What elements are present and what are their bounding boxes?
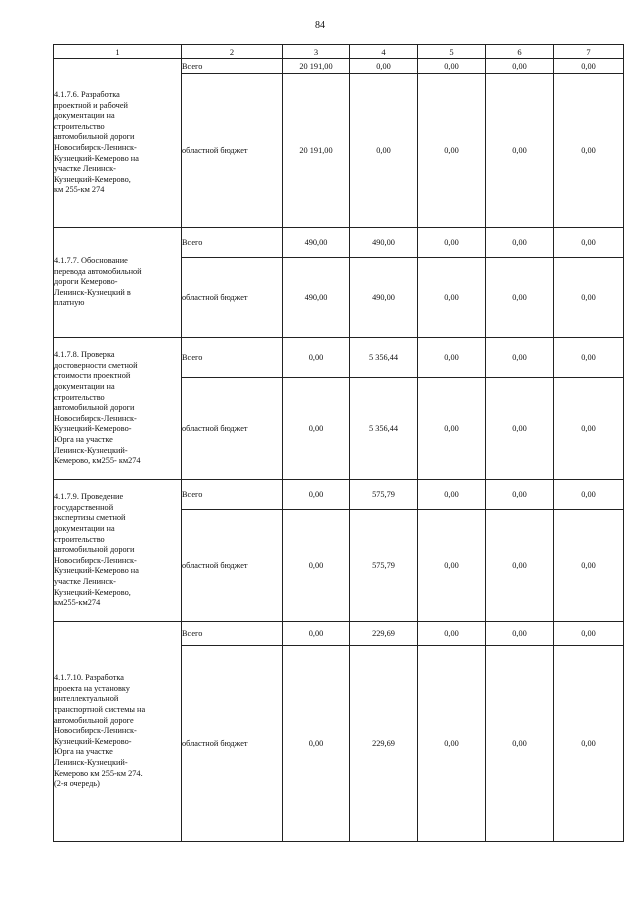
- funding-source: областной бюджет: [182, 258, 283, 338]
- column-header: 5: [418, 45, 486, 59]
- value-cell: 0,00: [486, 622, 554, 646]
- value-cell: 0,00: [283, 378, 350, 480]
- column-header: 2: [182, 45, 283, 59]
- funding-source: областной бюджет: [182, 74, 283, 228]
- item-name: 4.1.7.8. Проверка достоверности сметной стоимости проектной документации на строительство автомобильной дороги Новосибирск-Ленинск- Кузнецкий-Кемерово- Юрга на участке Ленинск-Кузнецкий- Кемерово, км255- км274: [54, 338, 182, 480]
- table-row: [54, 59, 624, 74]
- value-cell: 0,00: [554, 59, 624, 74]
- value-cell: 229,69: [350, 622, 418, 646]
- value-cell: 0,00: [283, 510, 350, 622]
- column-header: 7: [554, 45, 624, 59]
- value-cell: 0,00: [283, 646, 350, 842]
- value-cell: 0,00: [418, 480, 486, 510]
- value-cell: 575,79: [350, 510, 418, 622]
- value-cell: 490,00: [283, 258, 350, 338]
- value-cell: 0,00: [486, 59, 554, 74]
- value-cell: 0,00: [418, 646, 486, 842]
- value-cell: 0,00: [554, 646, 624, 842]
- table-row: [54, 228, 624, 258]
- value-cell: 0,00: [486, 510, 554, 622]
- funding-source: Всего: [182, 228, 283, 258]
- value-cell: 20 191,00: [283, 74, 350, 228]
- value-cell: 5 356,44: [350, 378, 418, 480]
- value-cell: 0,00: [486, 646, 554, 842]
- value-cell: 0,00: [554, 622, 624, 646]
- column-header: 1: [54, 45, 182, 59]
- column-header: 6: [486, 45, 554, 59]
- header-row: [54, 45, 624, 59]
- item-name: 4.1.7.7. Обоснование перевода автомобильной дороги Кемерово- Ленинск-Кузнецкий в платную: [54, 228, 182, 338]
- value-cell: 0,00: [486, 378, 554, 480]
- value-cell: 0,00: [418, 378, 486, 480]
- value-cell: 0,00: [554, 338, 624, 378]
- value-cell: 5 356,44: [350, 338, 418, 378]
- value-cell: 0,00: [283, 338, 350, 378]
- value-cell: 0,00: [350, 74, 418, 228]
- value-cell: 229,69: [350, 646, 418, 842]
- value-cell: 490,00: [283, 228, 350, 258]
- value-cell: 0,00: [554, 258, 624, 338]
- funding-source: Всего: [182, 338, 283, 378]
- value-cell: 0,00: [418, 59, 486, 74]
- funding-source: областной бюджет: [182, 510, 283, 622]
- item-name: 4.1.7.10. Разработка проекта на установку интеллектуальной транспортной системы на автомобильной дороге Новосибирск-Ленинск- Кузнецкий-Кемерово- Юрга на участке Ленинск-Кузнецкий- Кемерово км 255-км 274. (2-я очередь): [54, 622, 182, 842]
- funding-source: областной бюджет: [182, 646, 283, 842]
- value-cell: 0,00: [486, 228, 554, 258]
- value-cell: 0,00: [283, 622, 350, 646]
- funding-source: Всего: [182, 622, 283, 646]
- item-name: 4.1.7.9. Проведение государственной экспертизы сметной документации на строительство автомобильной дороги Новосибирск-Ленинск- Кузнецкий-Кемерово на участке Ленинск- Кузнецкий-Кемерово, км255-км274: [54, 480, 182, 622]
- table-row: [54, 622, 624, 646]
- value-cell: 0,00: [554, 510, 624, 622]
- value-cell: 0,00: [554, 74, 624, 228]
- page-number: 84: [315, 20, 325, 31]
- column-header: 4: [350, 45, 418, 59]
- value-cell: 0,00: [283, 480, 350, 510]
- budget-table: [53, 44, 624, 842]
- table-row: [54, 338, 624, 378]
- value-cell: 490,00: [350, 258, 418, 338]
- value-cell: 0,00: [350, 59, 418, 74]
- value-cell: 0,00: [418, 228, 486, 258]
- value-cell: 0,00: [418, 338, 486, 378]
- value-cell: 0,00: [554, 480, 624, 510]
- value-cell: 0,00: [486, 258, 554, 338]
- value-cell: 0,00: [418, 510, 486, 622]
- value-cell: 0,00: [486, 338, 554, 378]
- value-cell: 490,00: [350, 228, 418, 258]
- value-cell: 20 191,00: [283, 59, 350, 74]
- table-row: [54, 480, 624, 510]
- value-cell: 0,00: [418, 622, 486, 646]
- value-cell: 575,79: [350, 480, 418, 510]
- value-cell: 0,00: [554, 378, 624, 480]
- item-name: 4.1.7.6. Разработка проектной и рабочей документации на строительство автомобильной дороги Новосибирск-Ленинск- Кузнецкий-Кемерово на участке Ленинск- Кузнецкий-Кемерово, км 255-км 274: [54, 59, 182, 228]
- funding-source: областной бюджет: [182, 378, 283, 480]
- value-cell: 0,00: [418, 74, 486, 228]
- value-cell: 0,00: [418, 258, 486, 338]
- value-cell: 0,00: [554, 228, 624, 258]
- value-cell: 0,00: [486, 74, 554, 228]
- funding-source: Всего: [182, 480, 283, 510]
- value-cell: 0,00: [486, 480, 554, 510]
- column-header: 3: [283, 45, 350, 59]
- funding-source: Всего: [182, 59, 283, 74]
